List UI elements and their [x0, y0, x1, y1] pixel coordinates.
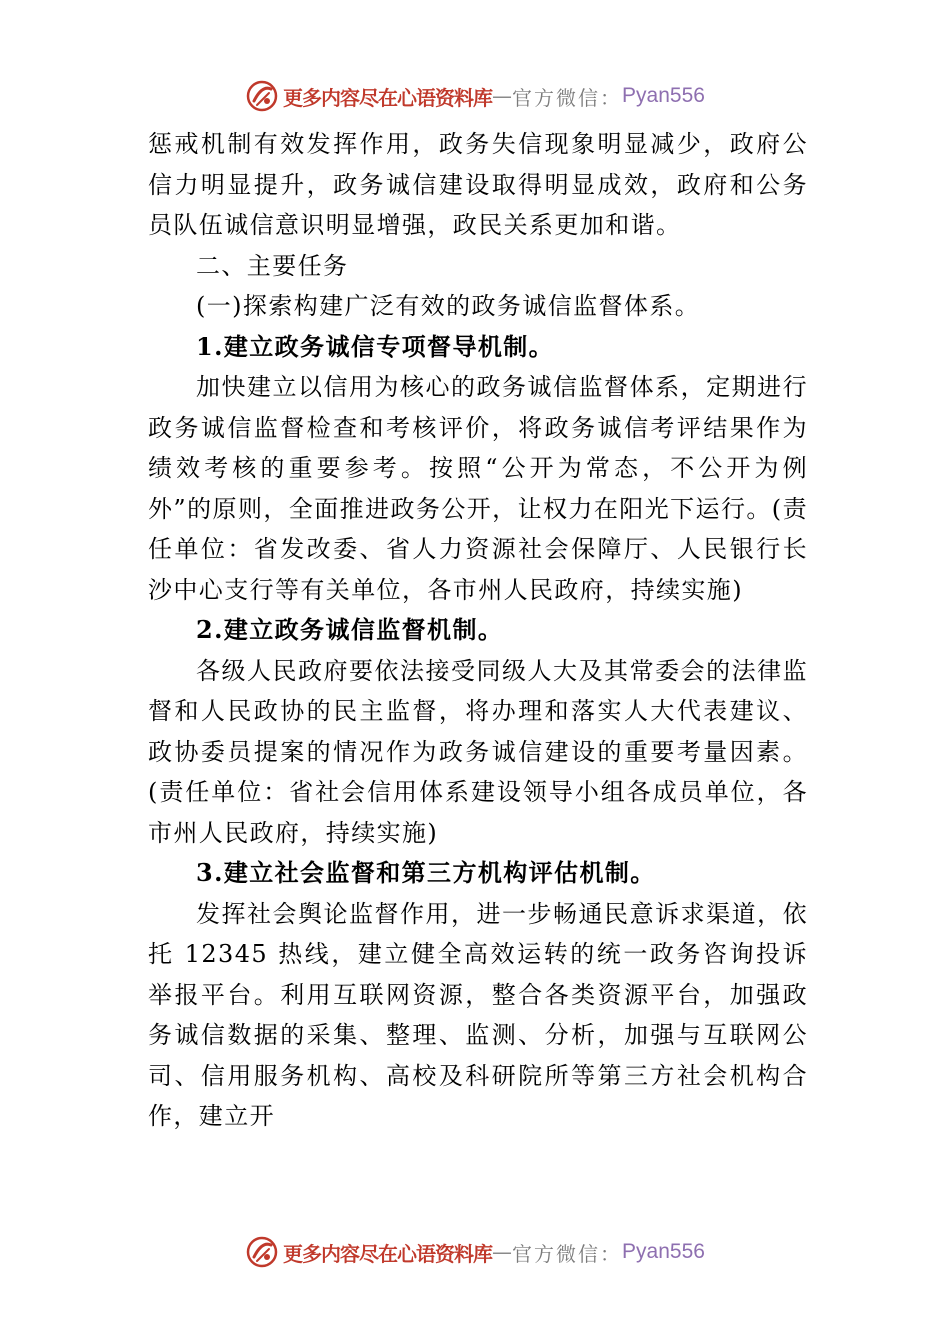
- watermark-label: 官方微信：: [512, 1241, 623, 1266]
- watermark-title: 更多内容尽在心语资料库: [283, 1241, 493, 1266]
- watermark-account: Pyan556: [622, 84, 705, 107]
- item-heading-1: 1.建立政务诚信专项督导机制。: [196, 331, 555, 361]
- watermark-account: Pyan556: [622, 1240, 705, 1263]
- watermark-title: 更多内容尽在心语资料库: [283, 85, 493, 110]
- item-heading-3: 3.建立社会监督和第三方机构评估机制。: [196, 858, 656, 887]
- paragraph-continuation: 惩戒机制有效发挥作用，政务失信现象明显减少，政府公信力明显提升，政务诚信建设取得明显成效，政府和公务员队伍诚信意识明显增强，政民关系更加和谐。: [148, 130, 808, 239]
- logo-icon: [245, 79, 279, 113]
- item-body-2: 各级人民政府要依法接受同级人大及其常委会的法律监督和人民政协的民主监督，将办理和落实人大代表建议、 政协委员提案的情况作为政务诚信建设的重要考量因素。(责任单位：省社会信用体系建设领导小组各成员单位，各市州人民政府，持续实施): [148, 656, 808, 847]
- watermark-separator: —: [492, 1240, 513, 1264]
- watermark-separator: —: [492, 84, 513, 108]
- watermark-header: [0, 76, 950, 116]
- subsection-heading: (一)探索构建广泛有效的政务诚信监督体系。: [196, 292, 701, 320]
- item-body-3: 发挥社会舆论监督作用，进一步畅通民意诉求渠道，依托 12345 热线，建立健全高效运转的统一政务咨询投诉举报平台。利用互联网资源，整合各类资源平台，加强政务诚信数据的采集、整理、监测、分析，加强与互联网公司、信用服务机构、高校及科研院所等第三方社会机构合作，建立开: [148, 899, 808, 1130]
- document-body: [148, 124, 808, 1137]
- logo-icon: [245, 1235, 279, 1269]
- item-heading-2: 2.建立政务诚信监督机制。: [196, 615, 504, 644]
- section-heading: 二、主要任务: [196, 251, 349, 280]
- watermark-footer: [0, 1232, 950, 1272]
- watermark-label: 官方微信：: [512, 85, 623, 110]
- item-body-1: 加快建立以信用为核心的政务诚信监督体系，定期进行政务诚信监督检查和考核评价，将政务诚信考评结果作为绩效考核的重要参考。按照“公开为常态，不公开为例外”的原则，全面推进政务公开，让权力在阳光下运行。(责任单位：省发改委、省人力资源社会保障厅、人民银行长沙中心支行等有关单位，各市州人民政府，持续实施): [148, 373, 808, 604]
